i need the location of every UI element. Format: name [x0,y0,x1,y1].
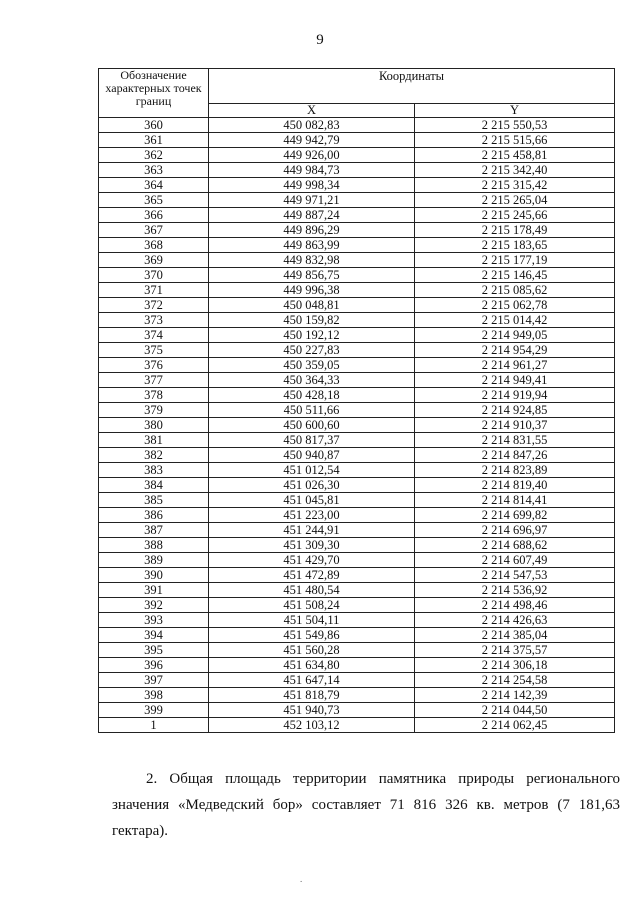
x-coordinate-cell: 450 428,18 [209,388,415,403]
table-row [99,568,615,583]
coordinates-table [98,68,615,733]
x-coordinate-cell: 449 971,21 [209,193,415,208]
point-number-cell: 399 [99,703,209,718]
y-coordinate-cell: 2 214 924,85 [415,403,615,418]
point-number-cell: 389 [99,553,209,568]
x-coordinate-cell: 450 082,83 [209,118,415,133]
y-coordinate-cell: 2 215 062,78 [415,298,615,313]
point-number-cell: 361 [99,133,209,148]
table-row [99,478,615,493]
y-coordinate-cell: 2 215 245,66 [415,208,615,223]
table-row [99,703,615,718]
x-coordinate-cell: 451 244,91 [209,523,415,538]
table-row [99,493,615,508]
point-number-cell: 369 [99,253,209,268]
point-number-cell: 382 [99,448,209,463]
x-coordinate-cell: 451 472,89 [209,568,415,583]
point-number-cell: 374 [99,328,209,343]
x-coordinate-cell: 451 429,70 [209,553,415,568]
point-number-cell: 398 [99,688,209,703]
y-coordinate-cell: 2 214 375,57 [415,643,615,658]
x-coordinate-cell: 450 817,37 [209,433,415,448]
y-coordinate-cell: 2 215 146,45 [415,268,615,283]
x-coordinate-cell: 451 508,24 [209,598,415,613]
point-number-cell: 379 [99,403,209,418]
table-row [99,388,615,403]
y-coordinate-cell: 2 214 607,49 [415,553,615,568]
x-coordinate-cell: 451 560,28 [209,643,415,658]
point-number-cell: 388 [99,538,209,553]
point-number-cell: 384 [99,478,209,493]
table-row [99,118,615,133]
point-number-cell: 385 [99,493,209,508]
table-row [99,208,615,223]
table-row [99,553,615,568]
table-row [99,463,615,478]
y-coordinate-cell: 2 215 265,04 [415,193,615,208]
y-coordinate-cell: 2 214 949,05 [415,328,615,343]
point-number-cell: 373 [99,313,209,328]
table-row [99,193,615,208]
x-coordinate-cell: 450 048,81 [209,298,415,313]
table-row [99,613,615,628]
table-row [99,673,615,688]
y-coordinate-cell: 2 215 550,53 [415,118,615,133]
point-number-cell: 371 [99,283,209,298]
x-coordinate-cell: 449 856,75 [209,268,415,283]
table-row [99,643,615,658]
x-coordinate-cell: 451 504,11 [209,613,415,628]
y-coordinate-cell: 2 215 183,65 [415,238,615,253]
y-coordinate-cell: 2 215 515,66 [415,133,615,148]
x-coordinate-cell: 451 818,79 [209,688,415,703]
y-coordinate-cell: 2 214 847,26 [415,448,615,463]
point-number-cell: 395 [99,643,209,658]
y-coordinate-cell: 2 214 699,82 [415,508,615,523]
table-row [99,583,615,598]
coordinates-header: Координаты [209,69,615,104]
x-coordinate-cell: 451 634,80 [209,658,415,673]
table-row [99,163,615,178]
x-column-header: X [209,104,415,118]
table-row [99,598,615,613]
area-statement-text: 2. Общая площадь территории памятника природы регионального значения «Медведский бор» составляет 71 816 326 кв. метров (7 181,63 гектара). [112,771,620,839]
point-number-cell: 366 [99,208,209,223]
x-coordinate-cell: 451 026,30 [209,478,415,493]
point-number-cell: 372 [99,298,209,313]
table-row [99,433,615,448]
x-coordinate-cell: 449 896,29 [209,223,415,238]
table-row [99,313,615,328]
x-coordinate-cell: 449 863,99 [209,238,415,253]
y-coordinate-cell: 2 215 085,62 [415,283,615,298]
point-column-header: Обозначение характерных точек границ [99,69,209,118]
point-number-cell: 377 [99,373,209,388]
x-coordinate-cell: 450 227,83 [209,343,415,358]
table-row [99,253,615,268]
table-row [99,238,615,253]
y-coordinate-cell: 2 214 142,39 [415,688,615,703]
table-row [99,538,615,553]
point-number-cell: 362 [99,148,209,163]
table-row [99,298,615,313]
y-coordinate-cell: 2 215 315,42 [415,178,615,193]
table-row [99,628,615,643]
x-coordinate-cell: 450 511,66 [209,403,415,418]
point-number-cell: 392 [99,598,209,613]
point-number-cell: 363 [99,163,209,178]
x-coordinate-cell: 452 103,12 [209,718,415,733]
table-row [99,343,615,358]
x-coordinate-cell: 450 600,60 [209,418,415,433]
point-number-cell: 390 [99,568,209,583]
y-coordinate-cell: 2 215 178,49 [415,223,615,238]
point-number-cell: 396 [99,658,209,673]
x-coordinate-cell: 450 940,87 [209,448,415,463]
point-number-cell: 381 [99,433,209,448]
table-row [99,523,615,538]
x-coordinate-cell: 449 996,38 [209,283,415,298]
table-row [99,508,615,523]
y-coordinate-cell: 2 214 910,37 [415,418,615,433]
x-coordinate-cell: 451 012,54 [209,463,415,478]
y-column-header: Y [415,104,615,118]
y-coordinate-cell: 2 214 688,62 [415,538,615,553]
point-number-cell: 387 [99,523,209,538]
y-coordinate-cell: 2 214 949,41 [415,373,615,388]
y-coordinate-cell: 2 214 819,40 [415,478,615,493]
table-row [99,403,615,418]
point-number-cell: 378 [99,388,209,403]
table-row [99,688,615,703]
y-coordinate-cell: 2 214 498,46 [415,598,615,613]
table-row [99,328,615,343]
point-number-cell: 368 [99,238,209,253]
table-row [99,418,615,433]
y-coordinate-cell: 2 214 306,18 [415,658,615,673]
y-coordinate-cell: 2 215 342,40 [415,163,615,178]
x-coordinate-cell: 451 309,30 [209,538,415,553]
y-coordinate-cell: 2 214 547,53 [415,568,615,583]
x-coordinate-cell: 450 359,05 [209,358,415,373]
y-coordinate-cell: 2 214 385,04 [415,628,615,643]
table-row [99,223,615,238]
point-number-cell: 386 [99,508,209,523]
point-number-cell: 376 [99,358,209,373]
coordinates-table-body [99,118,615,733]
point-number-cell: 394 [99,628,209,643]
point-number-cell: 397 [99,673,209,688]
table-row [99,373,615,388]
point-number-cell: 370 [99,268,209,283]
table-row [99,268,615,283]
table-row [99,283,615,298]
y-coordinate-cell: 2 214 426,63 [415,613,615,628]
x-coordinate-cell: 449 942,79 [209,133,415,148]
y-coordinate-cell: 2 214 954,29 [415,343,615,358]
x-coordinate-cell: 451 045,81 [209,493,415,508]
y-coordinate-cell: 2 214 696,97 [415,523,615,538]
y-coordinate-cell: 2 214 919,94 [415,388,615,403]
table-row [99,178,615,193]
point-number-cell: 364 [99,178,209,193]
x-coordinate-cell: 450 159,82 [209,313,415,328]
x-coordinate-cell: 451 480,54 [209,583,415,598]
table-row [99,718,615,733]
y-coordinate-cell: 2 214 961,27 [415,358,615,373]
table-row [99,133,615,148]
x-coordinate-cell: 449 926,00 [209,148,415,163]
page-number: 9 [316,32,324,48]
x-coordinate-cell: 449 984,73 [209,163,415,178]
y-coordinate-cell: 2 214 254,58 [415,673,615,688]
y-coordinate-cell: 2 215 177,19 [415,253,615,268]
x-coordinate-cell: 450 364,33 [209,373,415,388]
x-coordinate-cell: 450 192,12 [209,328,415,343]
x-coordinate-cell: 449 832,98 [209,253,415,268]
x-coordinate-cell: 451 647,14 [209,673,415,688]
x-coordinate-cell: 451 940,73 [209,703,415,718]
x-coordinate-cell: 451 549,86 [209,628,415,643]
y-coordinate-cell: 2 214 814,41 [415,493,615,508]
point-number-cell: 367 [99,223,209,238]
table-row [99,148,615,163]
area-statement [112,766,620,844]
table-row [99,358,615,373]
table-row [99,448,615,463]
point-number-cell: 391 [99,583,209,598]
y-coordinate-cell: 2 215 458,81 [415,148,615,163]
y-coordinate-cell: 2 214 044,50 [415,703,615,718]
point-number-cell: 1 [99,718,209,733]
y-coordinate-cell: 2 214 062,45 [415,718,615,733]
point-number-cell: 380 [99,418,209,433]
point-number-cell: 383 [99,463,209,478]
table-row [99,658,615,673]
x-coordinate-cell: 449 887,24 [209,208,415,223]
footer-mark: . [300,874,303,884]
y-coordinate-cell: 2 214 536,92 [415,583,615,598]
y-coordinate-cell: 2 214 831,55 [415,433,615,448]
point-number-cell: 375 [99,343,209,358]
point-number-cell: 365 [99,193,209,208]
point-number-cell: 360 [99,118,209,133]
x-coordinate-cell: 449 998,34 [209,178,415,193]
y-coordinate-cell: 2 215 014,42 [415,313,615,328]
point-number-cell: 393 [99,613,209,628]
y-coordinate-cell: 2 214 823,89 [415,463,615,478]
x-coordinate-cell: 451 223,00 [209,508,415,523]
